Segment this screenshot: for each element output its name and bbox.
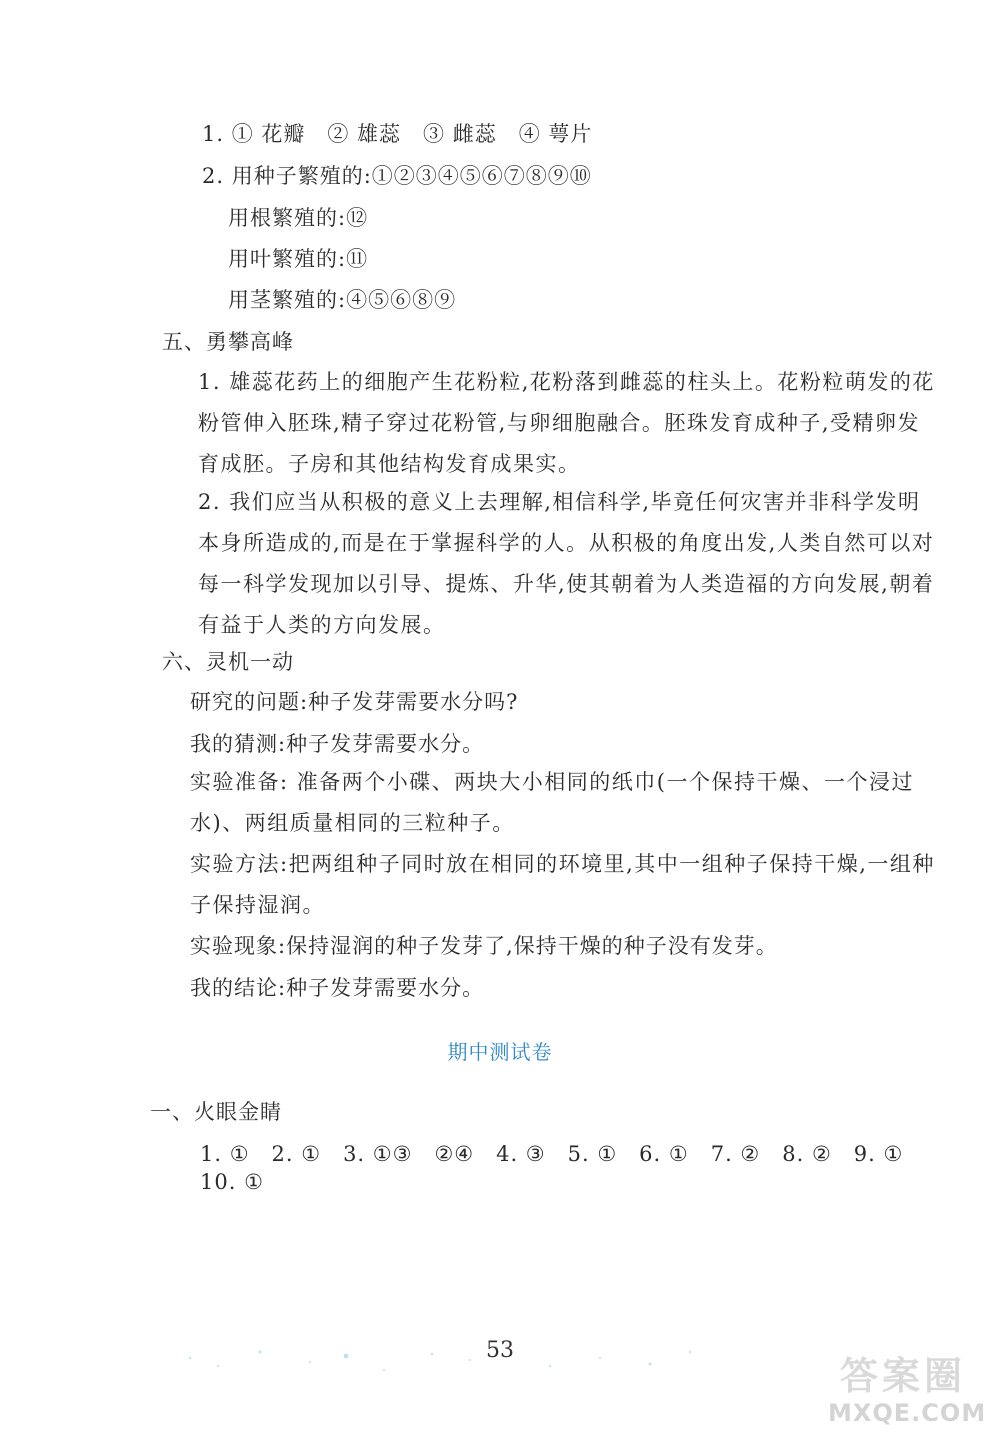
section5-q1: 1. 雄蕊花药上的细胞产生花粉粒,花粉落到雌蕊的柱头上。花粉粒萌发的花粉管伸入胚珠,精子穿过花粉管,与卵细胞融合。胚珠发育成种子,受精卵发育成胚。子房和其他结构发育成果实。 [198,370,935,476]
section6-preparation: 实验准备: 准备两个小碟、两块大小相同的纸巾(一个保持干燥、一个浸过水)、两组质量相同的三粒种子。 [190,770,914,835]
midterm-heading: 一、火眼金睛 [150,1100,282,1124]
section5-heading: 五、勇攀高峰 [162,330,294,354]
midterm-answers-line2: 10. ① [200,1170,264,1194]
watermark-logo-text: 答案圈 [839,1354,966,1398]
s4-q2-stem: 用茎繁殖的:④⑤⑥⑧⑨ [228,288,457,312]
site-watermark [828,1353,987,1433]
section6-phenomenon: 实验现象:保持湿润的种子发芽了,保持干燥的种子没有发芽。 [190,934,778,958]
section5-q2: 2. 我们应当从积极的意义上去理解,相信科学,毕竟任何灾害并非科学发明本身所造成的,而是在于掌握科学的人。从积极的角度出发,人类自然可以对每一科学发现加以引导、提炼、升华,使其朝着为人类造福的方向发展,朝着有益于人类的方向发展。 [198,490,935,637]
watermark-url: MXQE.COM [828,1399,987,1427]
s4-q1-flower-parts: 1. ① 花瓣 ② 雄蕊 ③ 雌蕊 ④ 萼片 [202,122,593,146]
section6-heading: 六、灵机一动 [162,650,294,674]
section6-question: 研究的问题:种子发芽需要水分吗? [190,690,519,714]
page-number: 53 [486,1338,514,1363]
section6-conclusion: 我的结论:种子发芽需要水分。 [190,976,485,1000]
s4-q2-seed: 2. 用种子繁殖的:①②③④⑤⑥⑦⑧⑨⑩ [202,164,592,188]
s4-q2-leaf: 用叶繁殖的:⑪ [228,247,369,271]
section6-guess: 我的猜测:种子发芽需要水分。 [190,732,485,756]
midterm-answers-line1: 1. ① 2. ① 3. ①③ ②④ 4. ③ 5. ① 6. ① 7. ② 8. ② 9. ① [200,1142,904,1166]
section6-method: 实验方法:把两组种子同时放在相同的环境里,其中一组种子保持干燥,一组种子保持湿润。 [190,852,935,917]
midterm-title: 期中测试卷 [447,1040,553,1064]
s4-q2-root: 用根繁殖的:⑫ [228,206,369,230]
